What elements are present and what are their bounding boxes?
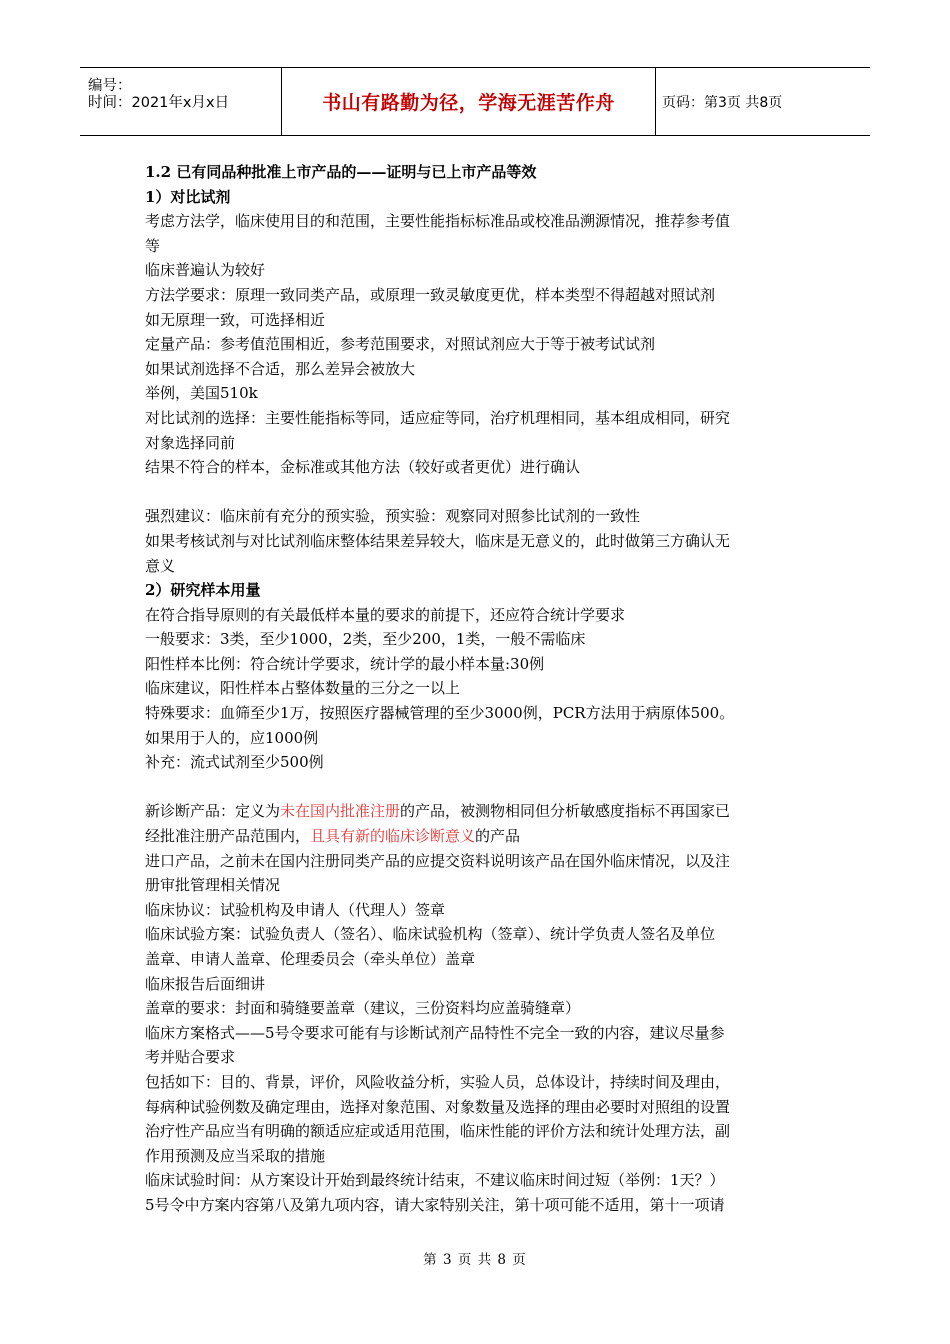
- paragraph-line: 举例，美国510k: [145, 384, 258, 403]
- paragraph-line: 方法学要求：原理一致同类产品，或原理一致灵敏度更优，样本类型不得超越对照试剂: [145, 285, 716, 304]
- paragraph-line: 等: [145, 236, 161, 255]
- document-body: [145, 160, 810, 1218]
- paragraph-line: 册审批管理相关情况: [145, 876, 281, 895]
- paragraph-line: 临床方案格式——5号令要求可能有与诊断试剂产品特性不完全一致的内容，建议尽量参: [145, 1023, 725, 1042]
- highlighted-text: 未在国内批准注册: [280, 802, 401, 821]
- paragraph-line: 定量产品：参考值范围相近，参考范围要求，对照试剂应大于等于被考试试剂: [145, 335, 656, 354]
- paragraph-line: 盖章、申请人盖章、伦理委员会（牵头单位）盖章: [145, 950, 476, 968]
- text-run: 经批准注册产品范围内，: [145, 827, 311, 846]
- paragraph-line: 如果用于人的，应1000例: [145, 728, 319, 747]
- blank-line: [145, 775, 810, 800]
- paragraph-line: 对比试剂的选择：主要性能指标等同，适应症等同，治疗机理相同，基本组成相同，研究: [145, 408, 731, 427]
- text-run: 的产品，被测物相同但分析敏感度指标不再国家已: [400, 802, 731, 821]
- paragraph-line: 对象选择同前: [145, 433, 236, 452]
- paragraph-line: 进口产品，之前未在国内注册同类产品的应提交资料说明该产品在国外临床情况，以及注: [145, 851, 731, 870]
- subsection-title-comparison-reagent: 1）对比试剂: [145, 187, 231, 206]
- paragraph-line: 一般要求：3类，至少1000，2类，至少200，1类，一般不需临床: [145, 630, 586, 649]
- paragraph-line: 盖章的要求：封面和骑缝要盖章（建议，三份资料均应盖骑缝章）: [145, 999, 581, 1018]
- header-page-cell: [656, 68, 870, 135]
- paragraph-line: 补充：流式试剂至少500例: [145, 753, 324, 772]
- text-run: 新诊断产品：定义为: [145, 802, 281, 821]
- paragraph-line: 结果不符合的样本，金标准或其他方法（较好或者更优）进行确认: [145, 458, 581, 477]
- paragraph-line: 治疗性产品应当有明确的额适应症或适用范围，临床性能的评价方法和统计处理方法，副: [145, 1122, 731, 1141]
- motto: 书山有路勤为径，学海无涯苦作舟: [322, 92, 615, 114]
- blank-line: [145, 480, 810, 505]
- text-run: 的产品: [475, 827, 521, 846]
- paragraph-line: 临床试验时间：从方案设计开始到最终统计结束，不建议临床时间过短（举例：1天？）: [145, 1171, 725, 1190]
- paragraph-line: 特殊要求：血筛至少1万，按照医疗器械管理的至少3000例，PCR方法用于病原体500。: [145, 704, 735, 723]
- header-page-info: 页码：第3页 共8页: [662, 94, 783, 111]
- paragraph-line: 如果考核试剂与对比试剂临床整体结果差异较大，临床是无意义的，此时做第三方确认无: [145, 531, 731, 550]
- paragraph-line: 在符合指导原则的有关最低样本量的要求的前提下，还应符合统计学要求: [145, 605, 626, 624]
- paragraph-line: 临床普遍认为较好: [145, 261, 266, 280]
- header-motto-cell: [282, 68, 656, 135]
- paragraph-line: 每病种试验例数及确定理由，选择对象范围、对象数量及选择的理由必要时对照组的设置: [145, 1097, 731, 1116]
- header-table: [80, 67, 870, 136]
- paragraph-line: 意义: [145, 556, 176, 575]
- paragraph-line: 临床建议，阳性样本占整体数量的三分之一以上: [145, 679, 461, 698]
- paragraph-line: 强烈建议：临床前有充分的预实验，预实验：观察同对照参比试剂的一致性: [145, 507, 641, 526]
- paragraph-line: 考虑方法学，临床使用目的和范围，主要性能指标标准品或校准品溯源情况，推荐参考值: [145, 212, 731, 231]
- paragraph-line: 5号令中方案内容第八及第九项内容，请大家特别关注，第十项可能不适用，第十一项请: [145, 1195, 725, 1214]
- subsection-title-sample-size: 2）研究样本用量: [145, 581, 261, 600]
- page-footer: 第 3 页 共 8 页: [423, 1252, 527, 1268]
- paragraph-line: 作用预测及应当采取的措施: [145, 1146, 326, 1165]
- highlighted-text: 且具有新的临床诊断意义: [310, 827, 476, 846]
- paragraph-line: 阳性样本比例：符合统计学要求，统计学的最小样本量:30例: [145, 654, 545, 673]
- paragraph-line: 临床试验方案：试验负责人（签名）、临床试验机构（签章）、统计学负责人签名及单位: [145, 925, 716, 944]
- paragraph-line: 临床协议：试验机构及申请人（代理人）签章: [145, 900, 446, 919]
- paragraph-line: 如果试剂选择不合适，那么差异会被放大: [145, 359, 416, 378]
- new-diagnosis-definition-line-1: [145, 799, 810, 824]
- paragraph-line: 如无原理一致，可选择相近: [145, 310, 326, 329]
- section-title: 1.2 已有同品种批准上市产品的——证明与已上市产品等效: [145, 163, 537, 181]
- document-number-label: 编号：: [88, 78, 132, 94]
- header-meta-cell: [80, 68, 282, 135]
- paragraph-line: 包括如下：目的、背景，评价，风险收益分析，实验人员，总体设计，持续时间及理由，: [145, 1072, 731, 1091]
- paragraph-line: 临床报告后面细讲: [145, 974, 266, 993]
- new-diagnosis-definition-line-2: [145, 824, 810, 849]
- document-date: 时间：2021年x月x日: [88, 95, 230, 111]
- paragraph-line: 考并贴合要求: [145, 1048, 236, 1067]
